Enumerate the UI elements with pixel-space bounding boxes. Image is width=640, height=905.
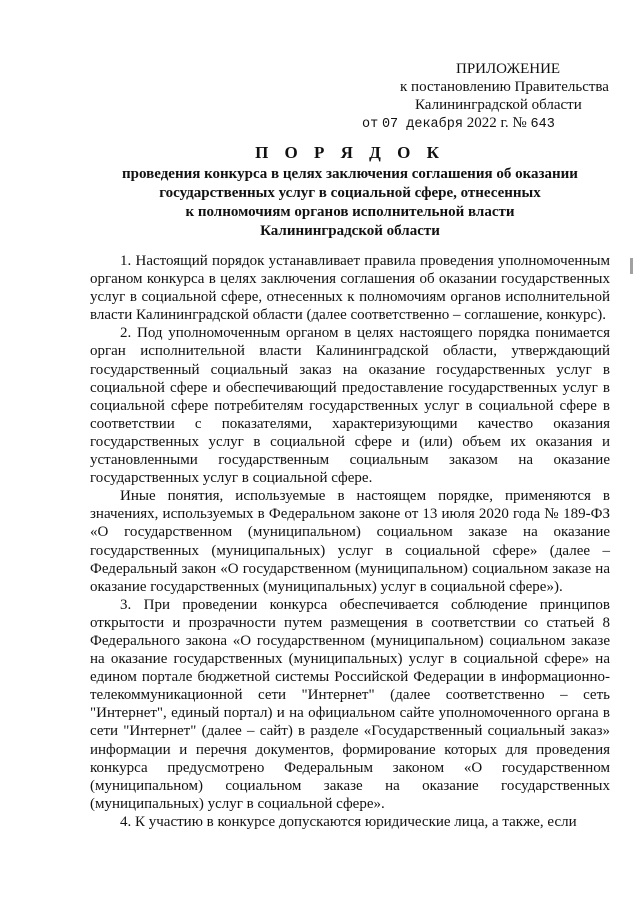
- paragraph-2-definitions: Иные понятия, используемые в настоящем порядке, применяются в значениях, используемых в Федеральном законе от 13 июля 2020 года № 189-ФЗ «О государственном (муниципальном) социальном заказе на оказание государственных (муниципальных) услуг в социальной сфере» (далее – Федеральный закон «О государственном (муниципальном) социальном заказе на оказание государственных (муниципальных) услуг в социальной сфере»).: [90, 488, 610, 595]
- document-title: П О Р Я Д О К: [255, 143, 445, 162]
- subtitle-line: проведения конкурса в целях заключения соглашения об оказании: [122, 166, 578, 182]
- scan-margin-mark: [630, 258, 633, 274]
- date-stamp: 07 декабря: [381, 117, 463, 132]
- appendix-title: ПРИЛОЖЕНИЕ: [456, 61, 561, 77]
- document-body: [90, 252, 610, 831]
- document-heading: [90, 143, 610, 241]
- appendix-block: [362, 60, 632, 134]
- paragraph-2: 2. Под уполномоченным органом в целях настоящего порядка понимается орган исполнительной власти Калининградской области, утверждающий государственный социальный заказ на оказание государственных услуг в социальной сфере и обеспечивающий предоставление государственных услуг в социальной сфере потребителям государственных услуг в социальной сфере в соответствии с показателями, характеризующими качество оказания государственных услуг в социальной сфере и (или) объем их оказания и установленными государственным социальным заказом на оказание государственных услуг в социальной сфере.: [90, 325, 610, 487]
- appendix-date-line: [362, 114, 632, 134]
- paragraph-4: 4. К участию в конкурсе допускаются юридические лица, а также, если: [120, 813, 577, 830]
- subtitle-line: к полномочиям органов исполнительной власти: [185, 204, 515, 220]
- date-prefix: от: [362, 117, 379, 132]
- number-stamp: 643: [530, 117, 555, 132]
- paragraph-3: 3. При проведении конкурса обеспечивается соблюдение принципов открытости и прозрачности путем размещения в соответствии со статьей 8 Федерального закона «О государственном (муниципальном) социальном заказе на оказание государственных (муниципальных) услуг в социальной сфере» на едином портале бюджетной системы Российской Федерации в информационно-телекоммуникационной сети "Интернет" (далее соответственно – сеть "Интернет", единый портал) и на официальном сайте уполномоченного органа в сети "Интернет" (далее – сайт) в разделе «Государственный социальный заказ» информации и перечня документов, формирование которых для проведения конкурса предусмотрено Федеральным законом «О государственном (муниципальном) социальном заказе на оказание государственных (муниципальных) услуг в социальной сфере».: [90, 596, 610, 812]
- year-text: 2022 г. №: [466, 115, 527, 131]
- subtitle-line: государственных услуг в социальной сфере, отнесенных: [159, 185, 541, 201]
- appendix-resolution-line: к постановлению Правительства: [400, 79, 609, 95]
- appendix-region-line: Калининградской области: [415, 97, 582, 113]
- paragraph-1: 1. Настоящий порядок устанавливает правила проведения уполномоченным органом конкурса в целях заключения соглашения об оказании государственных услуг в социальной сфере, отнесенных к полномочиям органов исполнительной власти Калининградской области (далее соответственно – соглашение, конкурс).: [90, 253, 610, 324]
- subtitle-line: Калининградской области: [260, 223, 440, 239]
